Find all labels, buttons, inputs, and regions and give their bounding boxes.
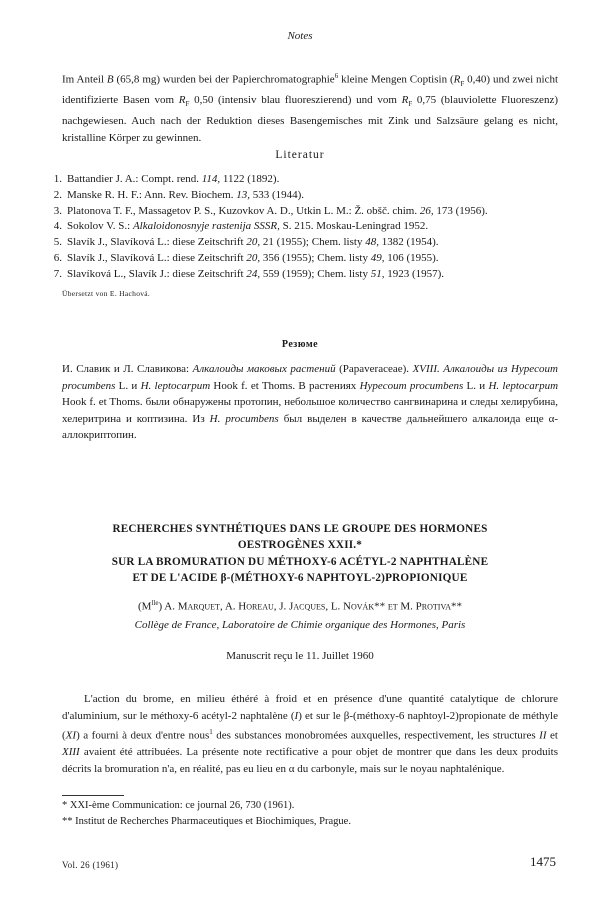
- volume-info: Vol. 26 (1961): [62, 860, 119, 870]
- title-line: RECHERCHES SYNTHÉTIQUES DANS LE GROUPE DES HORMONES: [112, 523, 488, 535]
- russian-summary: И. Славик и Л. Славикова: Алкалоиды маковых растений (Papaveraceae). XVIII. Алкалоиды из Hypecoum procumbens L. и H. leptocarpum Hook f. et Thoms. В растениях Hypecoum procumbens L. и H. leptocarpum Hook f. et Thoms. были обнаружены протопин, небольшое количество сангвинарина и следы хелирубина, хелеритрина и коптизина. Из H. procumbens был выделен в качестве дальнейшего алкалоида еще α-аллокриптопин.: [62, 363, 559, 442]
- footnote: ** Institut de Recherches Pharmaceutiques et Biochimiques, Prague.: [62, 816, 351, 827]
- article-title: [0, 521, 600, 587]
- title-line: ET DE L'ACIDE β-(MÉTHOXY-6 NAPHTOYL-2)PROPIONIQUE: [132, 572, 468, 585]
- manuscript-date: Manuscrit reçu le 11. Juillet 1960: [226, 650, 374, 662]
- translator-note: Übersetzt von E. Hachová.: [62, 289, 151, 298]
- reference-item: 7. Slavíková L., Slavík J.: diese Zeitschrift 24, 559 (1959); Chem. listy 51, 1923 (1957).: [53, 267, 445, 280]
- footnote-rule: [62, 795, 124, 796]
- body-paragraph: L'action du brome, en milieu éthéré à froid et en présence d'une quantité catalytique de chlorure d'aluminium, sur le méthoxy-6 acétyl-2 naphtalène (I) et sur le β-(méthoxy-6 naphtoyl-2)propionate de méthyle (XI) a fourni à deux d'entre nous$^1$ des substances monobromées auxquelles, respectivement, les structures II et XIII avaient été attribuées. La présente note rectificative a pour objet de montrer que dans les deux produits décrits la bromuration n'a, en réalité, pas eu lieu en α du carbonyle, mais sur le noyau naphtalénique.: [62, 693, 558, 776]
- resume-heading: Резюме: [281, 339, 319, 350]
- reference-item: 6. Slavík J., Slavíková L.: diese Zeitschrift 20, 356 (1955); Chem. listy 49, 106 (1955).: [53, 251, 439, 264]
- institution: Collège de France, Laboratoire de Chimie organique des Hormones, Paris: [134, 619, 466, 631]
- page-number: 1475: [530, 854, 556, 869]
- reference-item: 1. Battandier J. A.: Compt. rend. 114, 1122 (1892).: [53, 173, 280, 185]
- reference-item: 4. Sokolov V. S.: Alkaloidonosnyje rastenija SSSR, S. 215. Moskau-Leningrad 1952.: [53, 220, 429, 233]
- title-line: OESTROGÈNES XXII.*: [237, 539, 363, 552]
- intro-paragraph: Im Anteil B (65,8 mg) wurden bei der Papierchromatographie$^6$ kleine Mengen Coptisin ($R_F$ 0,40) und zwei nicht identifizierte Basen vom $R_F$ 0,50 (intensiv blau fluoreszierend) und vom $R_F$ 0,75 (blauviolette Fluoreszenz) nachgewiesen. Auch nach der Reduktion dieses Basengemisches mit Zink und Salzsäure gelang es nicht, kristalline Körper zu gewinnen.: [62, 72, 559, 144]
- reference-list: [42, 172, 562, 283]
- footnote: * XXI-ème Communication: ce journal 26, 730 (1961).: [62, 800, 295, 811]
- author-line: $(M^{lle})$ A. Marquet, A. Horeau, J. Jacques, L. Novák** et M. Protiva**: [138, 599, 462, 613]
- title-line: SUR LA BROMURATION DU MÉTHOXY-6 ACÉTYL-2 NAPHTHALÈNE: [111, 555, 489, 568]
- reference-item: 3. Platonova T. F., Massagetov P. S., Kuzovkov A. D., Utkin L. M.: Ž. obšč. chim. 26, 173 (1956).: [53, 204, 488, 217]
- reference-item: 2. Manske R. H. F.: Ann. Rev. Biochem. 13, 533 (1944).: [53, 188, 305, 201]
- running-head: Notes: [287, 30, 313, 42]
- literatur-heading: Literatur: [275, 149, 325, 161]
- reference-item: 5. Slavík J., Slavíková L.: diese Zeitschrift 20, 21 (1955); Chem. listy 48, 1382 (1954).: [53, 236, 439, 249]
